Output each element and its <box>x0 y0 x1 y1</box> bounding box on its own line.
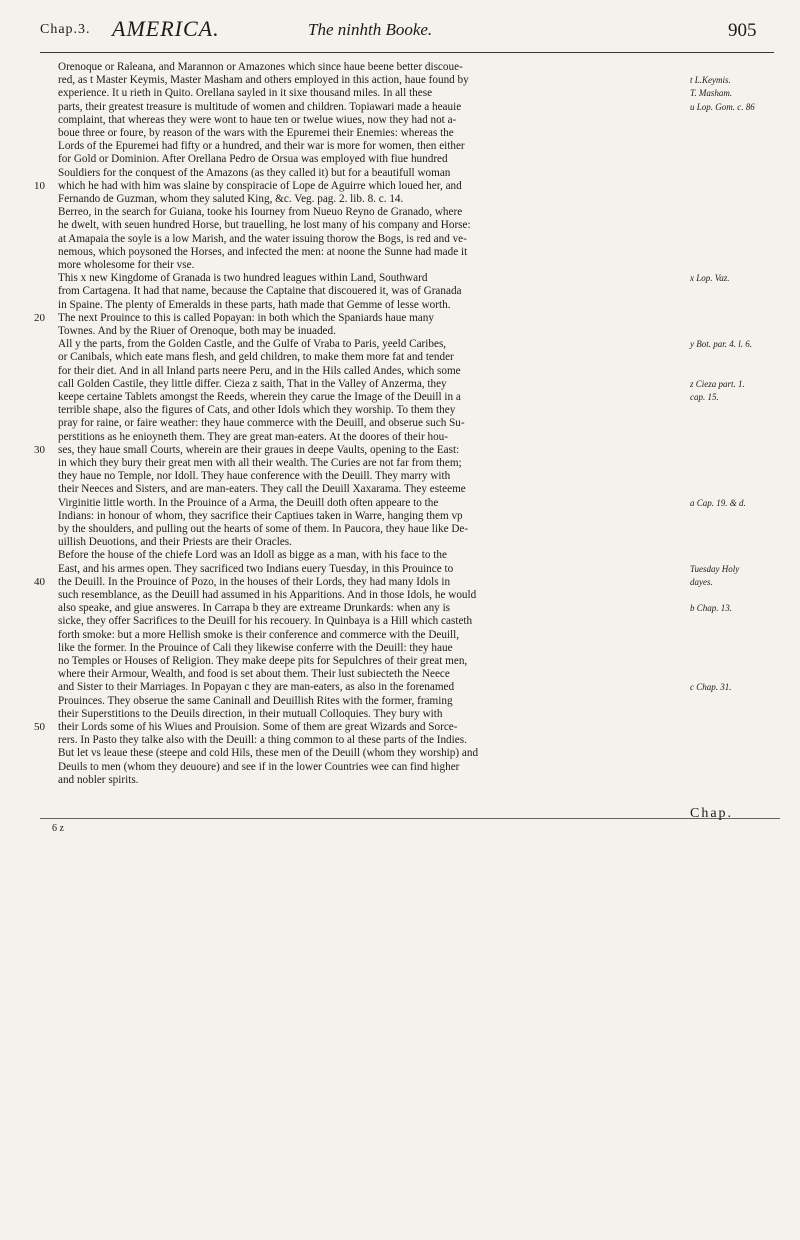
running-header <box>40 8 770 48</box>
margin-note: Tuesday Holy <box>690 563 740 574</box>
line-number: 40 <box>34 575 45 588</box>
signature-mark: 6 z <box>52 823 64 834</box>
text-line: from Cartagena. It had that name, because the Captaine that discouered it, was of Granada <box>58 285 462 298</box>
text-line: Townes. And by the Riuer of Orenoque, both may be inuaded. <box>58 325 336 337</box>
line-number: 20 <box>34 311 45 324</box>
margin-note: dayes. <box>690 576 713 587</box>
text-line: keepe certaine Tablets amongst the Reeds, wherein they carue the Image of the Deuill in a <box>58 391 461 403</box>
text-line: at Amapaia the soyle is a low Marish, and the water issuing thorow the Bogs, is red and ve- <box>58 232 467 245</box>
text-line: and nobler spirits. <box>58 773 139 786</box>
text-line: for Gold or Dominion. After Orellana Pedro de Orsua was employed with fiue hundred <box>58 153 448 166</box>
text-line: like the former. In the Prouince of Cali they likewise conferre with the Deuill: they haue <box>58 641 453 654</box>
text-line: in Spaine. The plenty of Emeralds in these parts, hath made that Gemme of lesse worth. <box>58 298 451 311</box>
margin-note: y Bot. par. 4. l. 6. <box>690 339 752 350</box>
catchword: Chap. <box>690 806 734 821</box>
text-line: no Temples or Houses of Religion. They make deepe pits for Sepulchres of their great men, <box>58 655 468 667</box>
text-line: The next Prouince to this is called Popayan: in both which the Spaniards haue many <box>58 311 434 324</box>
text-line: Lords of the Epuremei had fifty or a hundred, and their war is more for women, then either <box>58 140 465 153</box>
text-line: and Sister to their Marriages. In Popayan c they are man-eaters, as also in the forenamed <box>58 681 455 694</box>
text-line: Deuils to men (whom they deuoure) and see if in the lower Countries wee can find higher <box>58 760 460 773</box>
text-line: Prouinces. They obserue the same Caninall and Deuillish Rites with the former, framing <box>58 694 453 707</box>
text-line: which he had with him was slaine by conspiracie of Lope de Aguirre which loued her, and <box>58 179 462 192</box>
text-line: he dwelt, with seuen hundred Horse, but trauelling, he lost many of his company and Horse: <box>58 219 471 232</box>
text-line: red, as t Master Keymis, Master Masham and others employed in this action, haue found by <box>58 74 469 87</box>
text-line: perstitions as he enioyneth them. They are great man-eaters. At the doores of their hou- <box>58 430 448 443</box>
margin-note: T. Masham. <box>690 88 733 99</box>
text-line: rers. In Pasto they talke also with the Deuill: a thing common to al these parts of the Indies. <box>58 734 467 747</box>
margin-note: a Cap. 19. & d. <box>690 497 746 508</box>
text-line: ses, they haue small Courts, wherein are their graues in deepe Vaults, opening to the East: <box>58 443 460 456</box>
line-number: 30 <box>34 443 45 456</box>
margin-note: x Lop. Vaz. <box>690 273 730 284</box>
text-line: their Superstitions to the Deuils direction, in their mutuall Colloquies. They bury with <box>58 707 443 720</box>
text-line: where their Armour, Wealth, and food is set about them. Their lust subiecteth the Neece <box>58 668 450 681</box>
margin-note: u Lop. Gom. c. 86 <box>690 101 755 112</box>
line-number: 10 <box>34 179 45 192</box>
text-line: But let vs leaue these (steepe and cold Hils, these men of the Deuill (whom they worship) and <box>58 747 479 760</box>
text-line: Souldiers for the conquest of the Amazons (as they called it) but for a beautifull woman <box>58 166 451 179</box>
text-line: forth smoke: but a more Hellish smoke is their conference and commerce with the Deuill, <box>58 628 460 641</box>
text-line: boue three or foure, by reason of the wars with the Epuremei their Enemies: whereas the <box>58 127 454 139</box>
text-line: nemous, which poysoned the Horses, and infected the men: at noone the Sunne had made it <box>58 245 468 258</box>
text-line: the Deuill. In the Prouince of Pozo, in the houses of their Lords, they had many Idols in <box>58 575 451 588</box>
header-rule <box>40 52 774 53</box>
text-line: Orenoque or Raleana, and Marannon or Amazones which since haue beene better discoue- <box>58 61 463 73</box>
text-line: their Neeces and Sisters, and are man-eaters. They call the Deuill Xaxarama. They esteeme <box>58 483 466 496</box>
text-line: by the shoulders, and pulling out the hearts of some of them. In Paucora, they haue like De- <box>58 523 469 535</box>
text-line: East, and his armes open. They sacrificed two Indians euery Tuesday, in this Prouince to <box>58 562 454 575</box>
book-title: The ninhth Booke. <box>308 20 433 39</box>
text-line: uillish Deuotions, and their Priests are their Oracles. <box>58 536 292 549</box>
text-line: Virginitie little worth. In the Prouince of a Arma, the Deuill doth often appeare to the <box>58 496 439 509</box>
footer-rule <box>40 818 780 819</box>
text-line: All y the parts, from the Golden Castle, and the Gulfe of Vraba to Paris, yeeld Caribes, <box>58 338 447 351</box>
margin-note: t L.Keymis. <box>690 75 731 86</box>
text-line: call Golden Castile, they little differ. Cieza z saith, That in the Valley of Anzerma, they <box>58 377 447 390</box>
margin-note: z Cieza part. 1. <box>690 378 745 389</box>
text-line: Before the house of the chiefe Lord was an Idoll as bigge as a man, with his face to the <box>58 549 447 562</box>
text-line: parts, their greatest treasure is multitude of women and children. Topiawari made a heauie <box>58 100 462 113</box>
text-line: in which they bury their great men with all their wealth. The Curies are not far from them; <box>58 457 462 469</box>
text-line: or Canibals, which eate mans flesh, and geld children, to make them more fat and tender <box>58 351 454 364</box>
text-line: pray for raine, or faire weather: they haue commerce with the Deuill, and obserue such Su- <box>58 417 465 430</box>
line-number: 50 <box>34 721 45 733</box>
text-line: This x new Kingdome of Granada is two hundred leagues within Land, Southward <box>58 272 428 285</box>
chapter-label: Chap.3. <box>40 22 91 37</box>
text-line: Berreo, in the search for Guiana, tooke his Iourney from Nueuo Reyno de Granado, where <box>58 206 463 219</box>
text-line: sicke, they offer Sacrifices to the Deuill for his recouery. In Quinbaya is a Hill which casteth <box>58 615 473 628</box>
text-line: their Lords some of his Wiues and Prouision. Some of them are great Wizards and Sorce- <box>58 721 458 733</box>
margin-note: c Chap. 31. <box>690 682 732 693</box>
margin-note: cap. 15. <box>690 392 719 402</box>
text-line: they haue no Temple, nor Idoll. They haue conference with the Deuill. They marry with <box>58 470 451 483</box>
page-title: AMERICA. <box>112 16 220 41</box>
text-line: complaint, that whereas they were wont to haue ten or twelue wiues, now they had not a- <box>58 113 457 126</box>
text-line: more wholesome for their vse. <box>58 259 195 271</box>
text-line: Indians: in honour of whom, they sacrifice their Captiues taken in Warre, hanging them vp <box>58 509 463 522</box>
text-line: terrible shape, also the figures of Cats, and other Idols which they worship. To them they <box>58 404 456 417</box>
text-line: also speake, and giue answeres. In Carrapa b they are extreame Drunkards: when any is <box>58 602 451 615</box>
text-line: experience. It u rieth in Quito. Orellana sayled in it sixe thousand miles. In all these <box>58 87 433 100</box>
margin-note: b Chap. 13. <box>690 603 733 614</box>
text-line: such resemblance, as the Deuill had assumed in his Apparitions. And in those Idols, he would <box>58 589 477 601</box>
text-line: Fernando de Guzman, whom they saluted King, &c. Veg. pag. 2. lib. 8. c. 14. <box>58 193 404 205</box>
text-line: for their diet. And in all Inland parts neere Peru, and in the Hils called Andes, which some <box>58 364 461 377</box>
page-number: 905 <box>728 20 757 41</box>
